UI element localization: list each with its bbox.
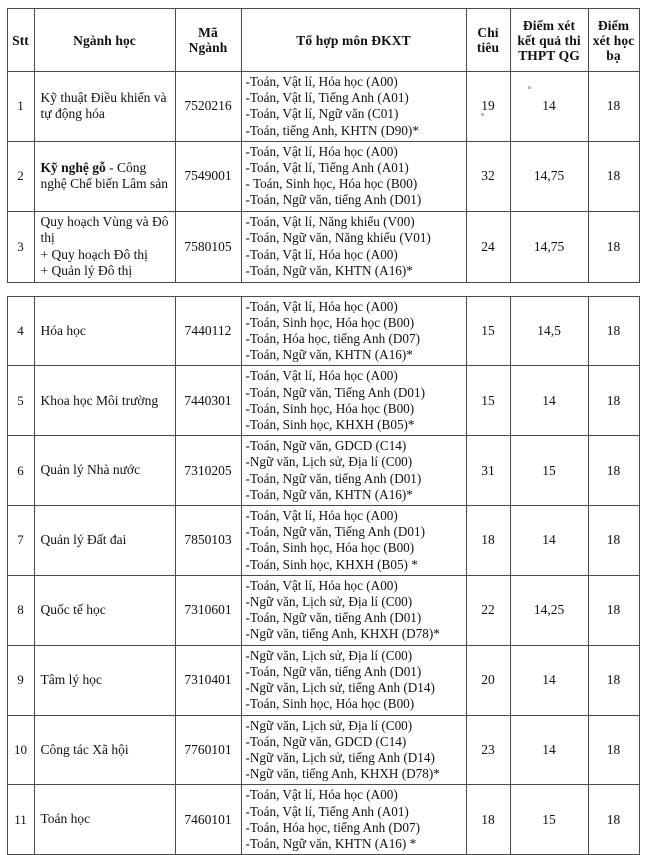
cell-ma-nganh: 7310401 (175, 645, 241, 715)
cell-nganh-hoc: Quản lý Nhà nước (34, 436, 175, 506)
combo-line: -Toán, Ngữ văn, Năng khiếu (V01) (245, 230, 431, 246)
cell-nganh-hoc: Khoa học Môi trường (34, 366, 175, 436)
cell-chi-tieu: 23 (466, 715, 510, 785)
cell-diem-thpt: 14,25 (510, 575, 588, 645)
cell-nganh-hoc: Quốc tế học (34, 575, 175, 645)
table-row (7, 715, 639, 785)
cell-ma-nganh: 7440301 (175, 366, 241, 436)
cell-ma-nganh: 7310601 (175, 575, 241, 645)
cell-nganh-hoc: Tâm lý học (34, 645, 175, 715)
table-row (7, 211, 639, 282)
major-name-text: - Công nghệ Chế biến Lâm sản (40, 159, 168, 192)
cell-diem-hoc-ba: 18 (588, 785, 639, 855)
cell-chi-tieu: 20 (466, 645, 510, 715)
cell-diem-thpt: 14 (510, 506, 588, 576)
cell-chi-tieu: 15 (466, 296, 510, 366)
cell-stt: 6 (7, 436, 34, 506)
combo-line: -Toán, Hóa học, tiếng Anh (D07) (245, 819, 421, 835)
cell-chi-tieu: 19 (466, 72, 510, 142)
cell-diem-thpt: 14,5 (510, 296, 588, 366)
cell-diem-thpt: 14 (510, 366, 588, 436)
cell-chi-tieu: 24 (466, 211, 510, 282)
cell-diem-hoc-ba: 18 (588, 366, 639, 436)
cell-ma-nganh: 7549001 (175, 141, 241, 211)
combo-line: -Toán, Vật lí, Hóa học (A00) (245, 787, 398, 803)
header-diem-hoc-ba (588, 9, 639, 72)
cell-to-hop-mon (241, 575, 466, 645)
cell-diem-hoc-ba: 18 (588, 575, 639, 645)
header-diem-hoc-ba-line1: Điểm (597, 17, 630, 33)
combo-line: -Toán, tiếng Anh, KHTN (D90)* (245, 122, 419, 138)
cell-ma-nganh: 7440112 (175, 296, 241, 366)
combo-line: -Toán, Ngữ văn, KHTN (A16) * (245, 835, 417, 851)
cell-to-hop-mon (241, 436, 466, 506)
table-row (7, 785, 639, 855)
combo-line: -Ngữ văn, tiếng Anh, KHXH (D78)* (245, 626, 440, 642)
combo-line: -Toán, Ngữ văn, Tiếng Anh (D01) (245, 524, 425, 540)
cell-chi-tieu: 18 (466, 506, 510, 576)
major-name-text: Kỹ thuật Điều khiển và tự động hóa (40, 89, 167, 122)
combo-line: -Ngữ văn, Lịch sử, Địa lí (C00) (245, 647, 413, 663)
header-diem-thpt-line2: kết quả thi (517, 32, 581, 48)
combo-line: -Ngữ văn, Lịch sử, tiếng Anh (D14) (245, 749, 435, 765)
cell-diem-hoc-ba: 18 (588, 141, 639, 211)
cell-to-hop-mon (241, 785, 466, 855)
cell-nganh-hoc: Hóa học (34, 296, 175, 366)
combo-line: -Toán, Sinh học, Hóa học (B00) (245, 696, 415, 712)
combo-line: -Toán, Vật lí, Hóa học (A00) (245, 508, 398, 524)
table-row (7, 645, 639, 715)
major-name-highlight: Kỹ nghệ gỗ (40, 159, 106, 175)
cell-nganh-hoc: Quản lý Đất đai (34, 506, 175, 576)
header-diem-thpt (510, 9, 588, 72)
header-diem-hoc-ba-line2: xét học (592, 32, 635, 48)
header-ma-nganh (175, 9, 241, 72)
header-nganh-hoc: Ngành học (34, 9, 175, 72)
cell-diem-hoc-ba: 18 (588, 436, 639, 506)
admissions-table-block-1 (7, 8, 640, 283)
combo-line: -Toán, Vật lí, Tiếng Anh (A01) (245, 803, 409, 819)
cell-stt: 3 (7, 211, 34, 282)
cell-diem-thpt: 14 (510, 72, 588, 142)
combo-line: -Ngữ văn, Lịch sử, Địa lí (C00) (245, 454, 413, 470)
cell-stt: 9 (7, 645, 34, 715)
cell-ma-nganh: 7850103 (175, 506, 241, 576)
header-stt: Stt (7, 9, 34, 72)
combo-line: -Toán, Sinh học, Hóa học (B00) (245, 314, 415, 330)
header-chi-tieu-line2: tiêu (476, 40, 500, 55)
cell-nganh-hoc: Toán học (34, 785, 175, 855)
table-row (7, 141, 639, 211)
combo-line: -Toán, Ngữ văn, tiếng Anh (D01) (245, 192, 422, 208)
cell-stt: 1 (7, 72, 34, 142)
table-row (7, 575, 639, 645)
cell-stt: 5 (7, 366, 34, 436)
cell-diem-thpt: 14,75 (510, 141, 588, 211)
combo-line: -Ngữ văn, Lịch sử, Địa lí (C00) (245, 717, 413, 733)
cell-nganh-hoc (34, 72, 175, 142)
table-row (7, 296, 639, 366)
cell-stt: 11 (7, 785, 34, 855)
cell-ma-nganh: 7460101 (175, 785, 241, 855)
table-row (7, 436, 639, 506)
cell-nganh-hoc (34, 211, 175, 282)
table-row (7, 72, 639, 142)
cell-stt: 4 (7, 296, 34, 366)
combo-line: -Toán, Ngữ văn, tiếng Anh (D01) (245, 610, 422, 626)
cell-ma-nganh: 7580105 (175, 211, 241, 282)
cell-stt: 8 (7, 575, 34, 645)
cell-chi-tieu: 15 (466, 366, 510, 436)
cell-stt: 2 (7, 141, 34, 211)
combo-line: -Toán, Vật lí, Hóa học (A00) (245, 143, 398, 159)
cell-diem-hoc-ba: 18 (588, 211, 639, 282)
combo-line: -Toán, Ngữ văn, KHTN (A16)* (245, 486, 413, 502)
cell-stt: 7 (7, 506, 34, 576)
cell-to-hop-mon (241, 715, 466, 785)
major-name-sub: + Quản lý Đô thị (40, 263, 133, 279)
header-diem-thpt-line1: Điểm xét (522, 17, 576, 33)
combo-line: - Toán, Sinh học, Hóa học (B00) (245, 176, 418, 192)
cell-to-hop-mon (241, 141, 466, 211)
cell-chi-tieu: 31 (466, 436, 510, 506)
table-row (7, 506, 639, 576)
combo-line: -Toán, Ngữ văn, GDCD (C14) (245, 438, 407, 454)
table-row (7, 366, 639, 436)
cell-to-hop-mon (241, 296, 466, 366)
header-to-hop-mon: Tổ hợp môn ĐKXT (241, 9, 466, 72)
cell-ma-nganh: 7760101 (175, 715, 241, 785)
combo-line: -Toán, Sinh học, Hóa học (B00) (245, 540, 415, 556)
cell-ma-nganh: 7520216 (175, 72, 241, 142)
combo-line: -Toán, Ngữ văn, KHTN (A16)* (245, 347, 413, 363)
cell-diem-thpt: 15 (510, 785, 588, 855)
combo-line: -Toán, Ngữ văn, KHTN (A16)* (245, 262, 413, 278)
combo-line: -Toán, Vật lí, Hóa học (A00) (245, 577, 398, 593)
cell-chi-tieu: 18 (466, 785, 510, 855)
cell-chi-tieu: 22 (466, 575, 510, 645)
combo-line: -Toán, Ngữ văn, GDCD (C14) (245, 733, 407, 749)
cell-to-hop-mon (241, 72, 466, 142)
cell-diem-thpt: 15 (510, 436, 588, 506)
header-ma-nganh-line2: Ngành (188, 40, 228, 55)
cell-diem-hoc-ba: 18 (588, 296, 639, 366)
combo-line: -Toán, Ngữ văn, tiếng Anh (D01) (245, 470, 422, 486)
cell-diem-thpt: 14,75 (510, 211, 588, 282)
combo-line: -Toán, Vật lí, Hóa học (A00) (245, 246, 398, 262)
combo-line: -Ngữ văn, Lịch sử, Địa lí (C00) (245, 594, 413, 610)
combo-line: -Toán, Vật lí, Hóa học (A00) (245, 298, 398, 314)
top-margin (0, 0, 646, 8)
cell-diem-hoc-ba: 18 (588, 72, 639, 142)
table-header-row (7, 9, 639, 72)
admissions-table-block-2 (7, 296, 640, 855)
combo-line: -Toán, Vật lí, Hóa học (A00) (245, 368, 398, 384)
cell-to-hop-mon (241, 211, 466, 282)
combo-line: -Toán, Vật lí, Tiếng Anh (A01) (245, 90, 409, 106)
combo-line: -Toán, Ngữ văn, tiếng Anh (D01) (245, 663, 422, 679)
combo-line: -Ngữ văn, Lịch sử, tiếng Anh (D14) (245, 680, 435, 696)
header-chi-tieu-line1: Chỉ (477, 25, 499, 40)
combo-line: -Toán, Sinh học, KHXH (B05)* (245, 417, 415, 433)
major-name-sub: + Quy hoạch Đô thị (40, 246, 148, 262)
combo-line: -Toán, Ngữ văn, Tiếng Anh (D01) (245, 384, 425, 400)
major-name-text: Quy hoạch Vùng và Đô thị (40, 213, 169, 246)
combo-line: -Toán, Vật lí, Tiếng Anh (A01) (245, 160, 409, 176)
cell-diem-hoc-ba: 18 (588, 715, 639, 785)
cell-diem-thpt: 14 (510, 715, 588, 785)
cell-diem-hoc-ba: 18 (588, 506, 639, 576)
header-diem-thpt-line3: THPT QG (518, 47, 580, 63)
header-chi-tieu (466, 9, 510, 72)
combo-line: -Toán, Sinh học, Hóa học (B00) (245, 400, 415, 416)
combo-line: -Toán, Vật lí, Năng khiếu (V00) (245, 214, 415, 230)
cell-nganh-hoc (34, 141, 175, 211)
combo-line: -Toán, Vật lí, Ngữ văn (C01) (245, 106, 399, 122)
cell-stt: 10 (7, 715, 34, 785)
combo-line: -Toán, Hóa học, tiếng Anh (D07) (245, 331, 421, 347)
cell-diem-thpt: 14 (510, 645, 588, 715)
header-ma-nganh-line1: Mã (198, 25, 218, 40)
combo-line: -Toán, Vật lí, Hóa học (A00) (245, 74, 398, 89)
combo-line: -Toán, Sinh học, KHXH (B05) * (245, 556, 418, 572)
cell-to-hop-mon (241, 645, 466, 715)
cell-nganh-hoc: Công tác Xã hội (34, 715, 175, 785)
combo-line: -Ngữ văn, tiếng Anh, KHXH (D78)* (245, 766, 440, 782)
cell-diem-hoc-ba: 18 (588, 645, 639, 715)
header-diem-hoc-ba-line3: bạ (606, 47, 621, 63)
cell-to-hop-mon (241, 506, 466, 576)
cell-chi-tieu: 32 (466, 141, 510, 211)
page-break-gap (0, 283, 646, 296)
cell-to-hop-mon (241, 366, 466, 436)
cell-ma-nganh: 7310205 (175, 436, 241, 506)
